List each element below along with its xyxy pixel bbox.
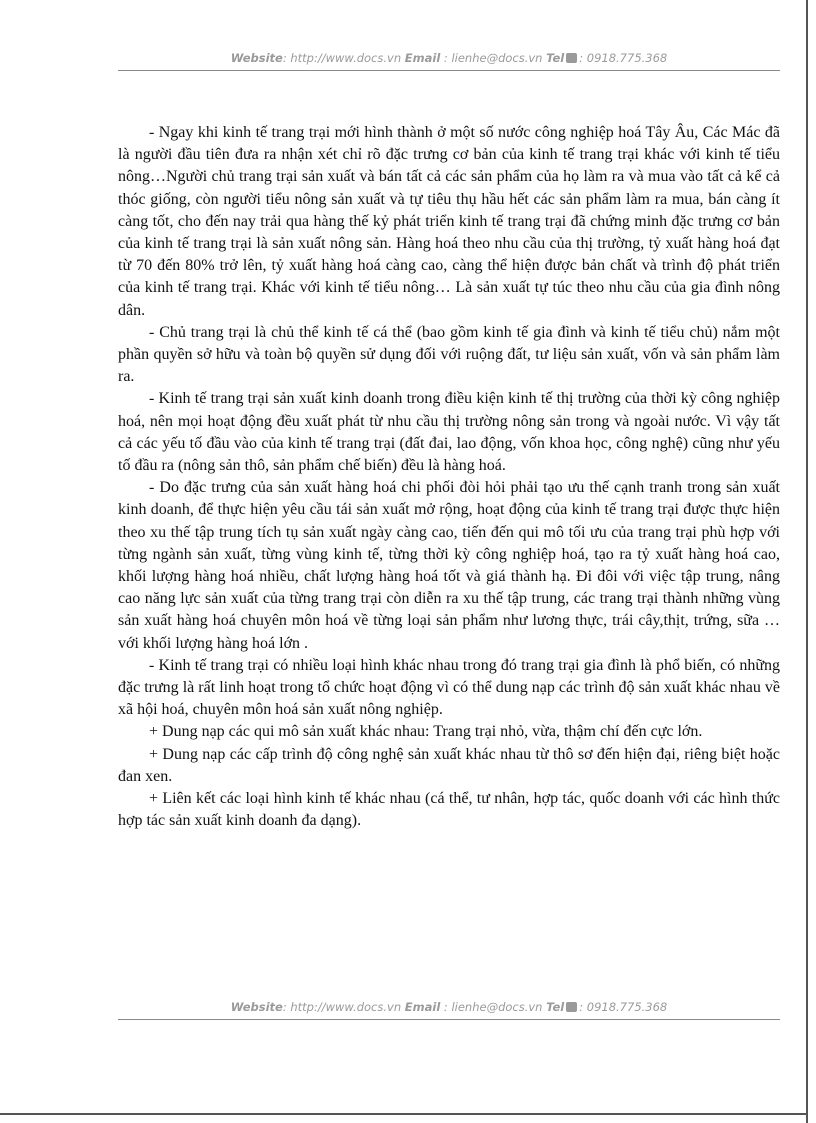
header-website-label: Website [230,51,283,65]
footer-tel-value: : 0918.775.368 [579,1000,668,1014]
paragraph: + Liên kết các loại hình kinh tế khác nhau (cá thể, tư nhân, hợp tác, quốc doanh với các hình thức hợp tác sản xuất kinh doanh đa dạng). [118,790,780,830]
paragraph: + Dung nạp các qui mô sản xuất khác nhau: Trang trại nhỏ, vừa, thậm chí đến cực lớn. [149,723,703,741]
phone-icon [566,1002,577,1012]
footer-website-value: : http://www.docs.vn [282,1000,402,1014]
header-email-label: Email [404,51,441,65]
paragraph: - Kinh tế trang trại sản xuất kinh doanh trong điều kiện kinh tế thị trường của thời kỳ công nghiệp hoá, nên mọi hoạt động đều xuất phát từ nhu cầu thị trường nông sản trong và ngoài nước. Vì vậy tất cả các yếu tố đầu vào của kinh tế trang trại (đất đai, lao động, vốn khoa học, công nghệ) cũng như yếu tố đầu ra (nông sản thô, sản phẩm chế biến) đều là hàng hoá. [118,390,780,475]
header-tel-label: Tel [546,51,565,65]
paragraph: - Ngay khi kinh tế trang trại mới hình thành ở một số nước công nghiệp hoá Tây Âu, Các Mác đã là người đầu tiên đưa ra nhận xét chỉ rõ đặc trưng cơ bản của kinh tế trang trại khác với kinh tế tiểu nông…Người chủ trang trại sản xuất và bán tất cả các sản phẩm của họ làm ra và mua vào tất cả kể cả thóc giống, còn người tiểu nông sản xuất và tự tiêu thụ hầu hết các sản phẩm làm ra mua, bán càng ít càng tốt, cho đến nay trải qua hàng thế kỷ phát triển kinh tế trang trại đã chứng minh đặc trưng cơ bản của kinh tế trang trại là sản xuất nông sản. Hàng hoá theo nhu cầu của thị trường, tỷ xuất hàng hoá đạt từ 70 đến 80% trở lên, tỷ xuất hàng hoá càng cao, càng thể hiện được bản chất và trình độ phát triển của kinh tế trang trại. Khác với kinh tế tiểu nông… Là sản xuất tự túc theo nhu cầu của gia đình nông dân. [118,124,780,319]
phone-icon [566,53,577,63]
paragraph: + Dung nạp các cấp trình độ công nghệ sản xuất khác nhau từ thô sơ đến hiện đại, riêng biệt hoặc đan xen. [118,745,780,785]
header-tel-value: : 0918.775.368 [579,51,668,65]
footer-tel-label: Tel [546,1000,565,1014]
page-shadow-bottom [0,1113,808,1115]
page-footer [118,1000,780,1014]
header-email-value: : lienhe@docs.vn [440,51,543,65]
footer-email-value: : lienhe@docs.vn [440,1000,543,1014]
footer-email-label: Email [404,1000,441,1014]
paragraph: - Do đặc trưng của sản xuất hàng hoá chi phối đòi hỏi phải tạo ưu thế cạnh tranh trong sản xuất kinh doanh, để thực hiện yêu cầu tái sản xuất mở rộng, hoạt động của kinh tế trang trại được thực hiện theo xu thế tập trung tích tụ sản xuất ngày càng cao, tiến đến qui mô tối ưu của trang trại phù hợp với từng ngành sản xuất, từng vùng kinh tế, từng thời kỳ công nghiệp hoá, tạo ra tỷ xuất hàng hoá cao, khối lượng hàng hoá nhiều, chất lượng hàng hoá tốt và giá thành hạ. Đi đôi với việc tập trung, nâng cao năng lực sản xuất của từng trang trại còn diễn ra xu thế tập trung, các trang trại thành những vùng sản xuất hàng hoá chuyên môn hoá về từng loại sản phẩm như lương thực, trái cây,thịt, trứng, sữa …với khối lượng hàng hoá lớn . [118,479,780,652]
paragraph: - Chủ trang trại là chủ thể kinh tế cá thể (bao gồm kinh tế gia đình và kinh tế tiểu chủ) nắm một phần quyền sở hữu và toàn bộ quyền sử dụng đối với ruộng đất, tư liệu sản xuất, vốn và sản phẩm làm ra. [118,323,780,386]
page-header [118,51,780,65]
header-website-value: : http://www.docs.vn [282,51,402,65]
paragraph: - Kinh tế trang trại có nhiều loại hình khác nhau trong đó trang trại gia đình là phổ biến, có những đặc trưng là rất linh hoạt trong tổ chức hoạt động vì có thể dung nạp các trình độ sản xuất khác nhau về xã hội hoá, chuyên môn hoá sản xuất nông nghiệp. [118,656,780,719]
page-shadow-right [806,0,808,1123]
footer-website-label: Website [230,1000,283,1014]
document-body [118,122,780,833]
footer-divider [118,1019,780,1020]
header-divider [118,70,780,71]
